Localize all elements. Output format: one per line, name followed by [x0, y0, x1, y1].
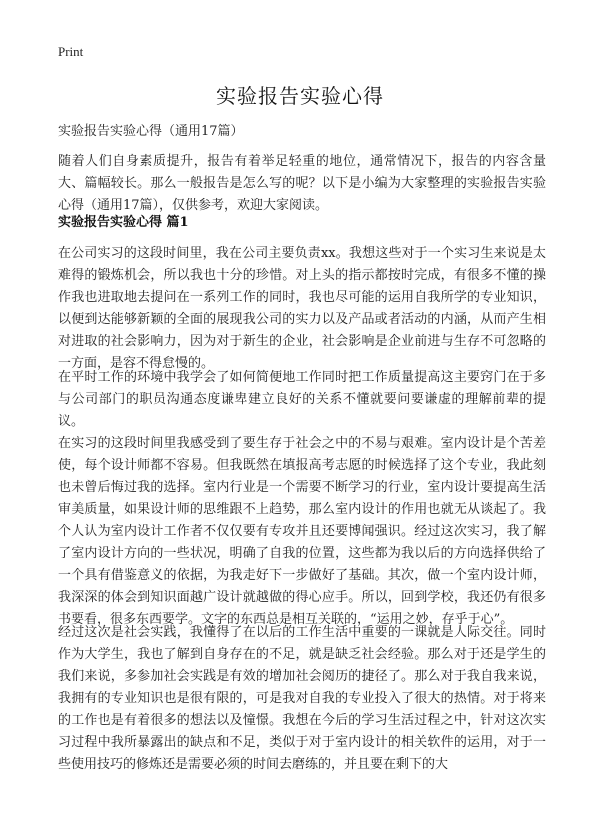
paragraph-text: 在公司实习的这段时间里，我在公司主要负责xx。我想这些对于一个实习生来说是太难得的锻炼机会，所以我也十分的珍惜。对上头的指示都按时完成，有很多不懂的操作我也进取地去提问在一系列工作的同时，我也尽可能的运用自我所学的专业知识，以便到达能够新颖的全面的展现我公司的实力以及产品或者活动的内涵，从而产生相对进取的社会影响力，因为对于新生的企业，社会影响是企业前进与生存不可忽略的一方面，是容不得怠慢的。: [58, 246, 546, 371]
body-paragraph-2: [58, 367, 546, 433]
print-link[interactable]: Print: [58, 44, 84, 59]
paragraph-text: 经过这次是社会实践，我懂得了在以后的工作生活中重要的一课就是人际交往。同时作为大学生，我也了解到自身存在的不足，就是缺乏社会经验。那么对于还是学生的我们来说，多参加社会实践是有效的增加社会阅历的捷径了。那么对于我自我来说，我拥有的专业知识也是很有限的，可是我对自我的专业投入了很大的热情。对于将来的工作也是有着很多的想法以及憧憬。我想在今后的学习生活过程之中，针对这次实习过程中我所暴露出的缺点和不足，类似于对于室内设计的相关软件的运用，对于一些使用技巧的修炼还是需要必须的时间去磨练的，并且要在剩下的大: [58, 625, 546, 772]
body-paragraph-4: [58, 622, 546, 776]
paragraph-text: 在实习的这段时间里我感受到了要生存于社会之中的不易与艰难。室内设计是个苦差使，每个设计师都不容易。但我既然在填报高考志愿的时候选择了这个专业，我此刻也未曾后悔过我的选择。室内行业是一个需要不断学习的行业，室内设计要提高生活审美质量，如果设计师的思维跟不上趋势，那么室内设计的作用也就无从谈起了。我个人认为室内设计工作者不仅仅要有专攻并且还要博闻强识。经过这次实习，我了解了室内设计方向的一些状况，明确了自我的位置，这些都为我以后的方向选择供给了一个具有借鉴意义的依据，为我走好下一步做好了基础。其次，做一个室内设计师，我深深的体会到知识面越广设计就越做的得心应手。所以，回到学校，我还仍有很多书要看，很多东西要学。文字的东西总是相互关联的，“运用之妙，存乎于心”。: [58, 436, 546, 627]
intro-paragraph: [58, 151, 546, 217]
body-paragraph-1: [58, 243, 546, 375]
document-subtitle: 实验报告实验心得（通用17篇）: [58, 124, 244, 139]
paragraph-text: 在平时工作的环境中我学会了如何简便地工作同时把工作质量提高这主要窍门在于多与公司部门的职员沟通态度谦卑建立良好的关系不懂就要问要谦虚的理解前辈的提议。: [58, 370, 546, 429]
body-paragraph-3: [58, 433, 546, 631]
intro-text: 随着人们自身素质提升，报告有着举足轻重的地位，通常情况下，报告的内容含量大、篇幅较长。那么一般报告是怎么写的呢？以下是小编为大家整理的实验报告实验心得（通用17篇），仅供参考，欢迎大家阅读。: [58, 154, 546, 213]
page-title: 实验报告实验心得: [216, 84, 384, 108]
section-heading: 实验报告实验心得 篇1: [58, 215, 189, 230]
